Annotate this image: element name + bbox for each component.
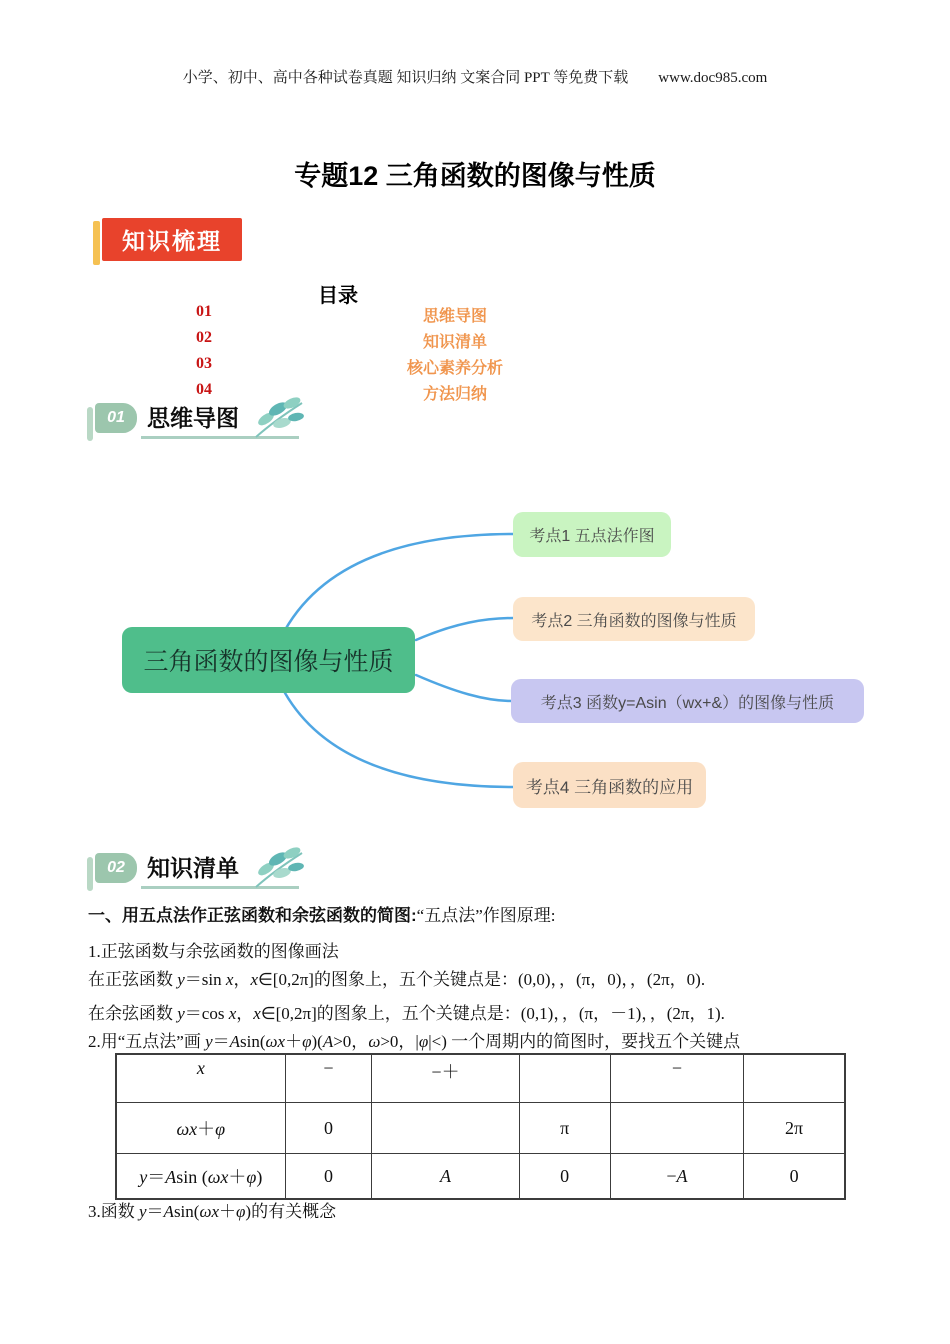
table-cell: 0 (744, 1154, 845, 1200)
mindmap-branch-3: 考点3 函数y=Asin（wx+&）的图像与性质 (511, 679, 864, 723)
table-cell: 2π (744, 1103, 845, 1154)
table-cell: − (285, 1054, 372, 1103)
mindmap-branch-2: 考点2 三角函数的图像与性质 (513, 597, 755, 641)
table-cell (610, 1103, 743, 1154)
table-cell: − (610, 1054, 743, 1103)
body-line-cosine-keypoints: 在余弦函数 y＝cos x，x∈[0,2π]的图象上，五个关键点是：(0,1)，，(π，－1)，，(2π，1). (88, 1004, 725, 1023)
table-cell: −＋ (372, 1054, 519, 1103)
body-heading-five-point-method: 一、用五点法作正弦函数和余弦函数的简图:“五点法”作图原理: (88, 906, 556, 925)
body-line-1: 1.正弦函数与余弦函数的图像画法 (88, 942, 339, 961)
body-line-sine-keypoints: 在正弦函数 y＝sin x，x∈[0,2π]的图象上，五个关键点是：(0,0)，，(π，0)，，(2π，0). (88, 970, 706, 989)
table-cell: ωx＋φ (116, 1103, 285, 1154)
table-cell: 0 (285, 1103, 372, 1154)
table-cell: −A (610, 1154, 743, 1200)
toc-item-label: 核心素养分析 (406, 360, 503, 377)
toc-item-label: 方法归纳 (422, 386, 487, 403)
mindmap-branch-1: 考点1 五点法作图 (513, 512, 671, 557)
table-cell (372, 1103, 519, 1154)
toc-item-number: 02 (196, 329, 212, 346)
table-cell: y＝Asin (ωx＋φ) (116, 1154, 285, 1200)
section-title: 思维导图 (147, 405, 239, 431)
toc-item-4 (0, 381, 950, 405)
table-row (116, 1154, 845, 1200)
page-title: 专题12 三角函数的图像与性质 (294, 161, 656, 191)
page-header (0, 66, 950, 87)
keypoints-table (115, 1053, 846, 1200)
toc-title: 目录 (318, 285, 358, 307)
body-line-3-function-concepts: 3.函数 y＝Asin(ωx＋φ)的有关概念 (88, 1202, 337, 1221)
table-cell: 0 (285, 1154, 372, 1200)
toc-item-1 (0, 303, 950, 327)
table-cell: x (116, 1054, 285, 1103)
section-01-header (0, 403, 950, 453)
table-cell: π (519, 1103, 610, 1154)
section-number-pill: 01 (95, 403, 137, 433)
mindmap-branch-4: 考点4 三角函数的应用 (513, 762, 706, 808)
mindmap-center-node: 三角函数的图像与性质 (122, 627, 415, 693)
leaf-icon (252, 393, 306, 439)
page-header-text: 小学、初中、高中各种试卷真题 知识归纳 文案合同 PPT 等免费下载 (182, 70, 629, 86)
table-cell: 0 (519, 1154, 610, 1200)
toc-item-number: 03 (196, 355, 212, 372)
table-cell: A (372, 1154, 519, 1200)
toc-item-2 (0, 329, 950, 353)
section-tab-bar (87, 407, 93, 441)
section-number-pill: 02 (95, 853, 137, 883)
badge-accent-bar (93, 221, 100, 265)
table-row (116, 1054, 845, 1103)
toc-item-label: 思维导图 (422, 308, 487, 325)
body-line-2-five-point-draw: 2.用“五点法”画 y＝Asin(ωx＋φ)(A>0，ω>0，|φ|<) 一个周期内的简图时，要找五个关键点 (88, 1032, 741, 1051)
knowledge-review-badge: 知识梳理 (102, 218, 242, 261)
toc-item-number: 04 (196, 381, 212, 398)
table-cell (519, 1054, 610, 1103)
section-tab-bar (87, 857, 93, 891)
toc-item-number: 01 (196, 303, 212, 320)
leaf-icon (252, 843, 306, 889)
section-02-header (0, 853, 950, 903)
toc-item-3 (0, 355, 950, 379)
section-title: 知识清单 (147, 855, 239, 881)
table-cell (744, 1054, 845, 1103)
page-header-url: www.doc985.com (658, 70, 768, 86)
toc-item-label: 知识清单 (422, 334, 487, 351)
table-row (116, 1103, 845, 1154)
